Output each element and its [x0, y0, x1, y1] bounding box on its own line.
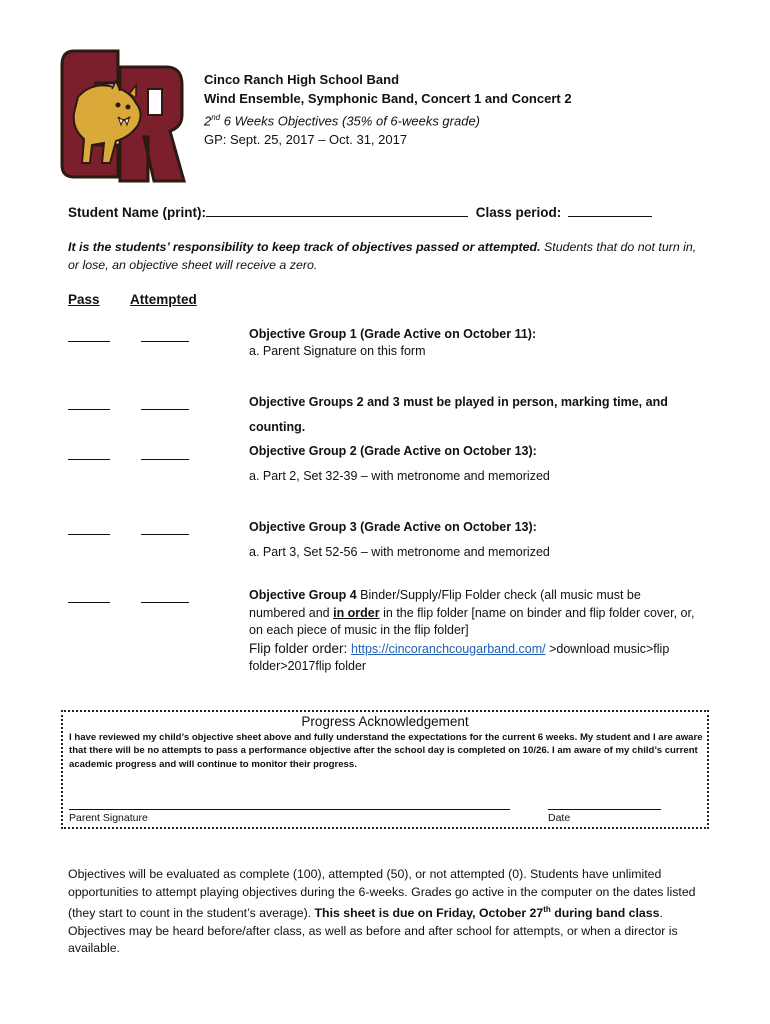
class-period-field[interactable] [568, 202, 652, 217]
school-band-title: Cinco Ranch High School Band [204, 72, 400, 87]
band-website-link[interactable]: https://cincoranchcougarband.com/ [351, 641, 546, 656]
student-info-line [68, 202, 652, 220]
objective-group-3-title: Objective Group 3 (Grade Active on October 13): [249, 520, 537, 534]
objective-group-4 [249, 587, 699, 676]
ensemble-list: Wind Ensemble, Symphonic Band, Concert 1 and Concert 2 [204, 91, 572, 106]
attempted-blank-5[interactable] [141, 601, 189, 603]
in-order-emphasis: in order [333, 605, 380, 620]
progress-acknowledgement-box [61, 710, 709, 829]
date-label: Date [548, 812, 571, 824]
flip-folder-path: >download music>flip folder>2017flip folder [249, 641, 670, 673]
parent-signature-line[interactable] [69, 808, 510, 810]
grading-period-number: 2 [204, 113, 212, 129]
pass-blank-5[interactable] [68, 601, 110, 603]
attempted-blank-2[interactable] [141, 408, 189, 410]
evaluation-text-a: Objectives will be evaluated as complete (100), attempted (50), or not attempted (0). Students have unlimited opportunities to attempt playing objectives during the 6-weeks. Grades go active in the computer on the dates listed (they start to count in the student’s average). [68, 867, 696, 921]
evaluation-text-b: . Objectives may be heard before/after class, as well as before and after school for attempts, or when a director is available. [68, 906, 678, 956]
pass-blank-4[interactable] [68, 533, 110, 535]
objective-group-4-text-a: Binder/Supply/Flip Folder check (all music must be numbered and [249, 588, 641, 620]
due-date-text: This sheet is due on Friday, October 27 [314, 906, 544, 921]
school-logo [56, 45, 188, 185]
header-block [204, 70, 572, 149]
objective-note-line-2: counting. [249, 420, 306, 434]
pass-blank-3[interactable] [68, 458, 110, 460]
acknowledgement-text: I have reviewed my child’s objective sheet above and fully understand the expectations for the current 6 weeks. My student and I are aware that there will be no attempts to pass a performance objective after the school day is completed on 10/26. I am aware of my child’s current academic progress and will continue to monitor their progress. [69, 732, 703, 770]
grading-period-title [204, 108, 572, 130]
student-name-label: Student Name (print): [68, 205, 206, 220]
student-name-field[interactable] [206, 202, 468, 217]
pass-column-header: Pass [68, 292, 100, 307]
cougar-mascot-logo-icon [56, 45, 188, 185]
responsibility-notice [68, 238, 708, 274]
attempted-blank-3[interactable] [141, 458, 189, 460]
objective-group-1-item: a. Parent Signature on this form [249, 344, 426, 358]
due-date-text-b: during band class [550, 906, 660, 921]
grading-period-suffix: nd [211, 113, 221, 122]
pass-blank-2[interactable] [68, 408, 110, 410]
responsibility-italic: Students that do not turn in, or lose, an objective sheet will receive a zero. [68, 240, 697, 272]
due-date-suffix: th [543, 905, 551, 914]
objective-note-line-1: Objective Groups 2 and 3 must be played in person, marking time, and [249, 395, 668, 409]
grading-period-rest: 6 Weeks Objectives (35% of 6-weeks grade) [220, 113, 481, 129]
objective-group-1-title: Objective Group 1 (Grade Active on October 11): [249, 327, 537, 341]
attempted-blank-1[interactable] [141, 340, 189, 342]
objective-group-4-title: Objective Group 4 [249, 588, 357, 602]
grading-period-dates: GP: Sept. 25, 2017 – Oct. 31, 2017 [204, 132, 408, 148]
parent-signature-label: Parent Signature [69, 812, 148, 824]
class-period-label: Class period: [475, 205, 562, 220]
attempted-column-header: Attempted [130, 292, 197, 307]
attempted-blank-4[interactable] [141, 533, 189, 535]
objective-group-3-item: a. Part 3, Set 52-56 – with metronome and memorized [249, 545, 550, 559]
evaluation-paragraph [68, 866, 708, 958]
objective-group-4-text-b: in the flip folder [name on binder and flip folder cover, or, on each piece of music in the flip folder] [249, 605, 695, 637]
flip-folder-label: Flip folder order: [249, 640, 352, 656]
date-line[interactable] [548, 808, 661, 810]
responsibility-bold: It is the students’ responsibility to keep track of objectives passed or attempted. [68, 240, 541, 254]
acknowledgement-title: Progress Acknowledgement [301, 714, 469, 729]
objective-group-2-item: a. Part 2, Set 32-39 – with metronome and memorized [249, 469, 550, 483]
objective-group-2-title: Objective Group 2 (Grade Active on October 13): [249, 444, 537, 458]
pass-blank-1[interactable] [68, 340, 110, 342]
